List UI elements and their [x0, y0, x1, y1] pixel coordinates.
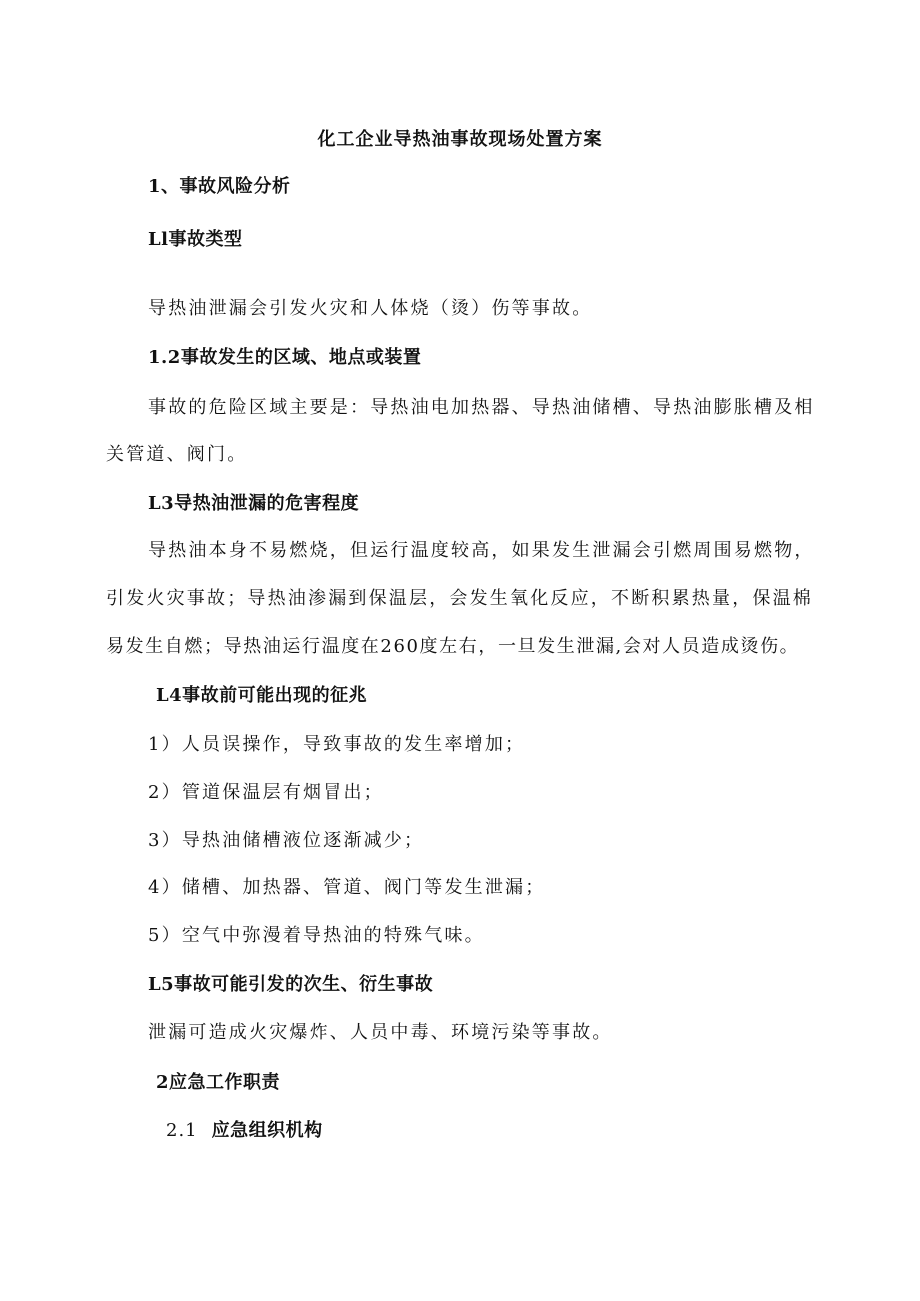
section-1-heading: 1、事故风险分析 [148, 176, 291, 197]
section-1-1-text: 导热油泄漏会引发火灾和人体烧（烫）伤等事故。 [148, 298, 593, 319]
list-item: 1）人员误操作，导致事故的发生率增加； [148, 734, 526, 755]
list-item: 4）储槽、加热器、管道、阀门等发生泄漏； [148, 877, 546, 898]
section-2-1-number: 2.1 [166, 1120, 198, 1141]
section-1-4-heading: L4事故前可能出现的征兆 [156, 685, 368, 706]
section-1-3-text-line-1: 导热油本身不易燃烧，但运行温度较高，如果发生泄漏会引燃周围易燃物， [148, 540, 815, 561]
section-2-heading: 2应急工作职责 [156, 1072, 281, 1093]
section-1-1-heading: Ll事故类型 [148, 229, 243, 250]
section-1-3-heading: L3导热油泄漏的危害程度 [148, 493, 360, 514]
list-item: 2）管道保温层有烟冒出； [148, 782, 384, 803]
section-1-3-text-line-3: 易发生自燃；导热油运行温度在260度左右，一旦发生泄漏,会对人员造成烫伤。 [106, 636, 800, 657]
section-1-2-heading: 1.2事故发生的区域、地点或装置 [148, 347, 422, 368]
list-item: 3）导热油储槽液位逐渐减少； [148, 830, 425, 851]
section-1-2-text-line-1: 事故的危险区域主要是：导热油电加热器、导热油储槽、导热油膨胀槽及相 [148, 397, 815, 418]
list-item: 5）空气中弥漫着导热油的特殊气味。 [148, 925, 485, 946]
section-2-1-heading [166, 1119, 323, 1143]
section-1-3-text-line-2: 引发火灾事故；导热油渗漏到保温层，会发生氧化反应，不断积累热量，保温棉 [106, 588, 813, 609]
section-2-1-title: 应急组织机构 [211, 1120, 323, 1141]
document-title: 化工企业导热油事故现场处置方案 [317, 129, 603, 150]
section-1-5-heading: L5事故可能引发的次生、衍生事故 [148, 974, 434, 995]
section-1-2-text-line-2: 关管道、阀门。 [106, 444, 248, 465]
section-1-5-text: 泄漏可造成火灾爆炸、人员中毒、环境污染等事故。 [148, 1022, 613, 1043]
